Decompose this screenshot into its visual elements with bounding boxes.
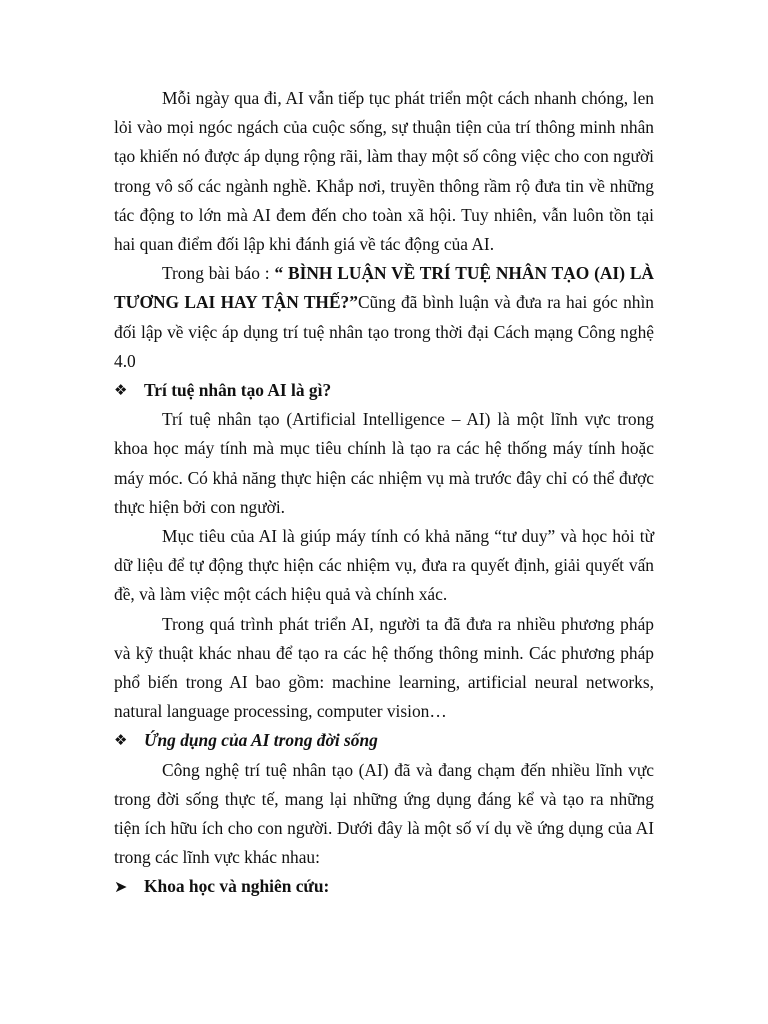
section-heading-text: Trí tuệ nhân tạo AI là gì? <box>144 380 332 401</box>
arrow-bullet-icon: ➤ <box>114 877 128 897</box>
applications-paragraph: Công nghệ trí tuệ nhân tạo (AI) đã và đang chạm đến nhiều lĩnh vực trong đời sống thực tế, mang lại những ứng dụng đáng kể và tạo ra những tiện ích hữu ích cho con người. Dưới đây là một số ví dụ về ứng dụng của AI trong các lĩnh vực khác nhau: <box>114 759 654 868</box>
methods-paragraph: Trong quá trình phát triển AI, người ta đã đưa ra nhiều phương pháp và kỹ thuật khác nhau để tạo ra các hệ thống thông minh. Các phương pháp phổ biến trong AI bao gồm: machine learning, artificial neural networks, natural language processing, computer vision… <box>114 613 654 722</box>
subsection-heading-text: Khoa học và nghiên cứu: <box>144 876 330 897</box>
article-title: “ BÌNH LUẬN VỀ TRÍ TUỆ NHÂN TẠO (AI) LÀ TƯƠNG LAI HAY TẬN THẾ?” <box>114 263 654 313</box>
article-reference-paragraph <box>114 259 654 376</box>
article-reference-prefix: Trong bài báo : <box>162 263 275 284</box>
article-reference-text: Cũng đã bình luận và đưa ra hai góc nhìn đối lập về việc áp dụng trí tuệ nhân tạo trong thời đại Cách mạng Công nghệ 4.0 <box>114 292 655 371</box>
subsection-heading-science <box>114 872 654 901</box>
intro-paragraph: Mỗi ngày qua đi, AI vẫn tiếp tục phát triển một cách nhanh chóng, len lỏi vào mọi ngóc ngách của cuộc sống, sự thuận tiện của trí thông minh nhân tạo khiến nó được áp dụng rộng rãi, làm thay một số công việc cho con người trong vô số các ngành nghề. Khắp nơi, truyền thông rầm rộ đưa tin về những tác động to lớn mà AI đem đến cho toàn xã hội. Tuy nhiên, vẫn luôn tồn tại hai quan điểm đối lập khi đánh giá về tác động của AI. <box>114 88 655 255</box>
section-heading-what-is-ai <box>114 376 654 405</box>
section-heading-applications <box>114 726 654 755</box>
diamond-bullet-icon: ❖ <box>114 731 128 750</box>
diamond-bullet-icon: ❖ <box>114 381 128 400</box>
section-heading-text: Ứng dụng của AI trong đời sống <box>144 730 378 751</box>
goal-paragraph: Mục tiêu của AI là giúp máy tính có khả năng “tư duy” và học hỏi từ dữ liệu để tự động thực hiện các nhiệm vụ, đưa ra quyết định, giải quyết vấn đề, và làm việc một cách hiệu quả và chính xác. <box>114 526 654 605</box>
definition-paragraph: Trí tuệ nhân tạo (Artificial Intelligence – AI) là một lĩnh vực trong khoa học máy tính mà mục tiêu chính là tạo ra các hệ thống máy tính hoặc máy móc. Có khả năng thực hiện các nhiệm vụ mà trước đây chỉ có thể được thực hiện bởi con người. <box>114 409 654 517</box>
